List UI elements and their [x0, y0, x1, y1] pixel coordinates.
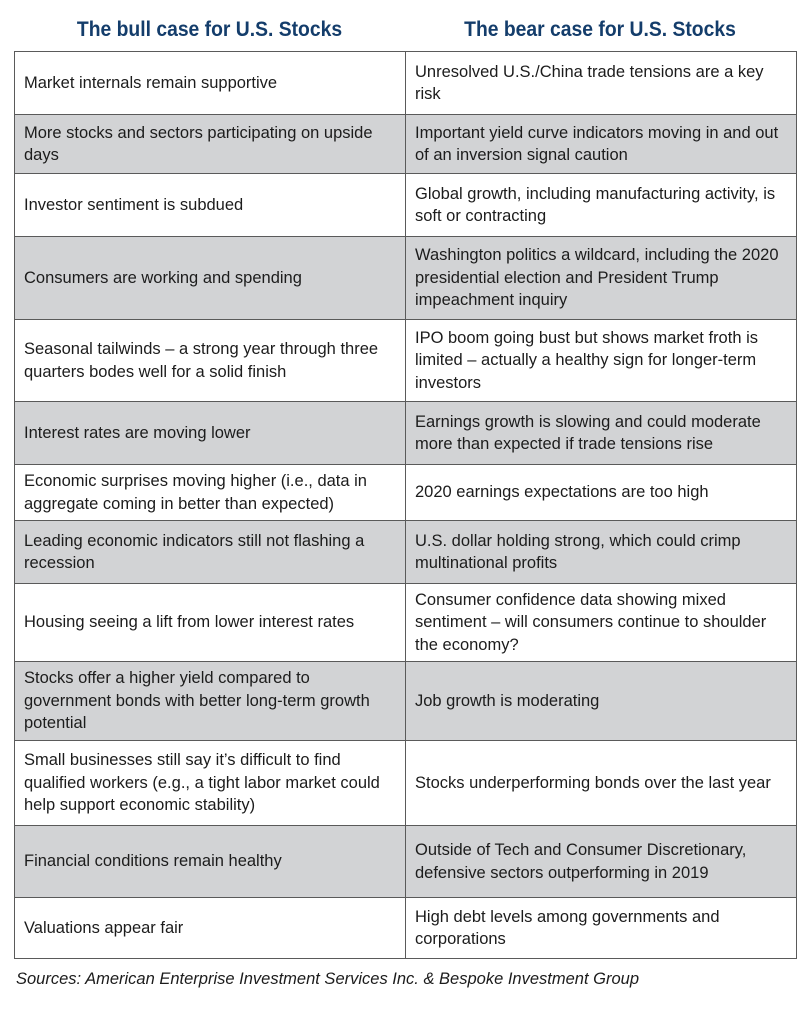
table-row — [15, 115, 797, 174]
bull-cell: Economic surprises moving higher (i.e., data in aggregate coming in better than expected) — [15, 465, 406, 521]
table-row — [15, 662, 797, 741]
bull-case-heading: The bull case for U.S. Stocks — [76, 18, 343, 41]
bear-cell: 2020 earnings expectations are too high — [406, 465, 797, 521]
bear-cell: Unresolved U.S./China trade tensions are a key risk — [406, 52, 797, 115]
bull-cell: Market internals remain supportive — [15, 52, 406, 115]
bull-cell: More stocks and sectors participating on upside days — [15, 115, 406, 174]
bear-cell: High debt levels among governments and corporations — [406, 898, 797, 959]
bear-cell: Job growth is moderating — [406, 662, 797, 741]
bear-cell: Outside of Tech and Consumer Discretionary, defensive sectors outperforming in 2019 — [406, 826, 797, 898]
table-row — [15, 826, 797, 898]
bull-cell: Valuations appear fair — [15, 898, 406, 959]
bull-cell: Interest rates are moving lower — [15, 402, 406, 465]
bull-cell: Seasonal tailwinds – a strong year through three quarters bodes well for a solid finish — [15, 320, 406, 402]
table-row — [15, 320, 797, 402]
bear-cell: U.S. dollar holding strong, which could crimp multinational profits — [406, 521, 797, 584]
bull-cell: Investor sentiment is subdued — [15, 174, 406, 237]
table-row — [15, 584, 797, 662]
table-row — [15, 174, 797, 237]
bull-cell: Consumers are working and spending — [15, 237, 406, 320]
table-row — [15, 465, 797, 521]
table-row — [15, 741, 797, 826]
bear-cell: Consumer confidence data showing mixed sentiment – will consumers continue to shoulder the economy? — [406, 584, 797, 662]
bear-case-heading: The bear case for U.S. Stocks — [464, 18, 736, 41]
sources-note: Sources: American Enterprise Investment Services Inc. & Bespoke Investment Group — [16, 970, 639, 988]
bear-cell: IPO boom going bust but shows market froth is limited – actually a healthy sign for longer-term investors — [406, 320, 797, 402]
bear-cell: Global growth, including manufacturing activity, is soft or contracting — [406, 174, 797, 237]
bear-cell: Stocks underperforming bonds over the last year — [406, 741, 797, 826]
table-row — [15, 898, 797, 959]
bull-cell: Small businesses still say it’s difficult to find qualified workers (e.g., a tight labor market could help support economic stability) — [15, 741, 406, 826]
bear-cell: Important yield curve indicators moving in and out of an inversion signal caution — [406, 115, 797, 174]
bull-cell: Stocks offer a higher yield compared to government bonds with better long-term growth potential — [15, 662, 406, 741]
bull-cell: Financial conditions remain healthy — [15, 826, 406, 898]
bear-cell: Earnings growth is slowing and could moderate more than expected if trade tensions rise — [406, 402, 797, 465]
table-row — [15, 52, 797, 115]
bear-cell: Washington politics a wildcard, including the 2020 presidential election and President Trump impeachment inquiry — [406, 237, 797, 320]
bull-cell: Leading economic indicators still not flashing a recession — [15, 521, 406, 584]
table-header — [14, 12, 795, 48]
table-row — [15, 237, 797, 320]
bull-cell: Housing seeing a lift from lower interest rates — [15, 584, 406, 662]
bull-bear-table — [14, 51, 797, 959]
table-row — [15, 402, 797, 465]
table-row — [15, 521, 797, 584]
